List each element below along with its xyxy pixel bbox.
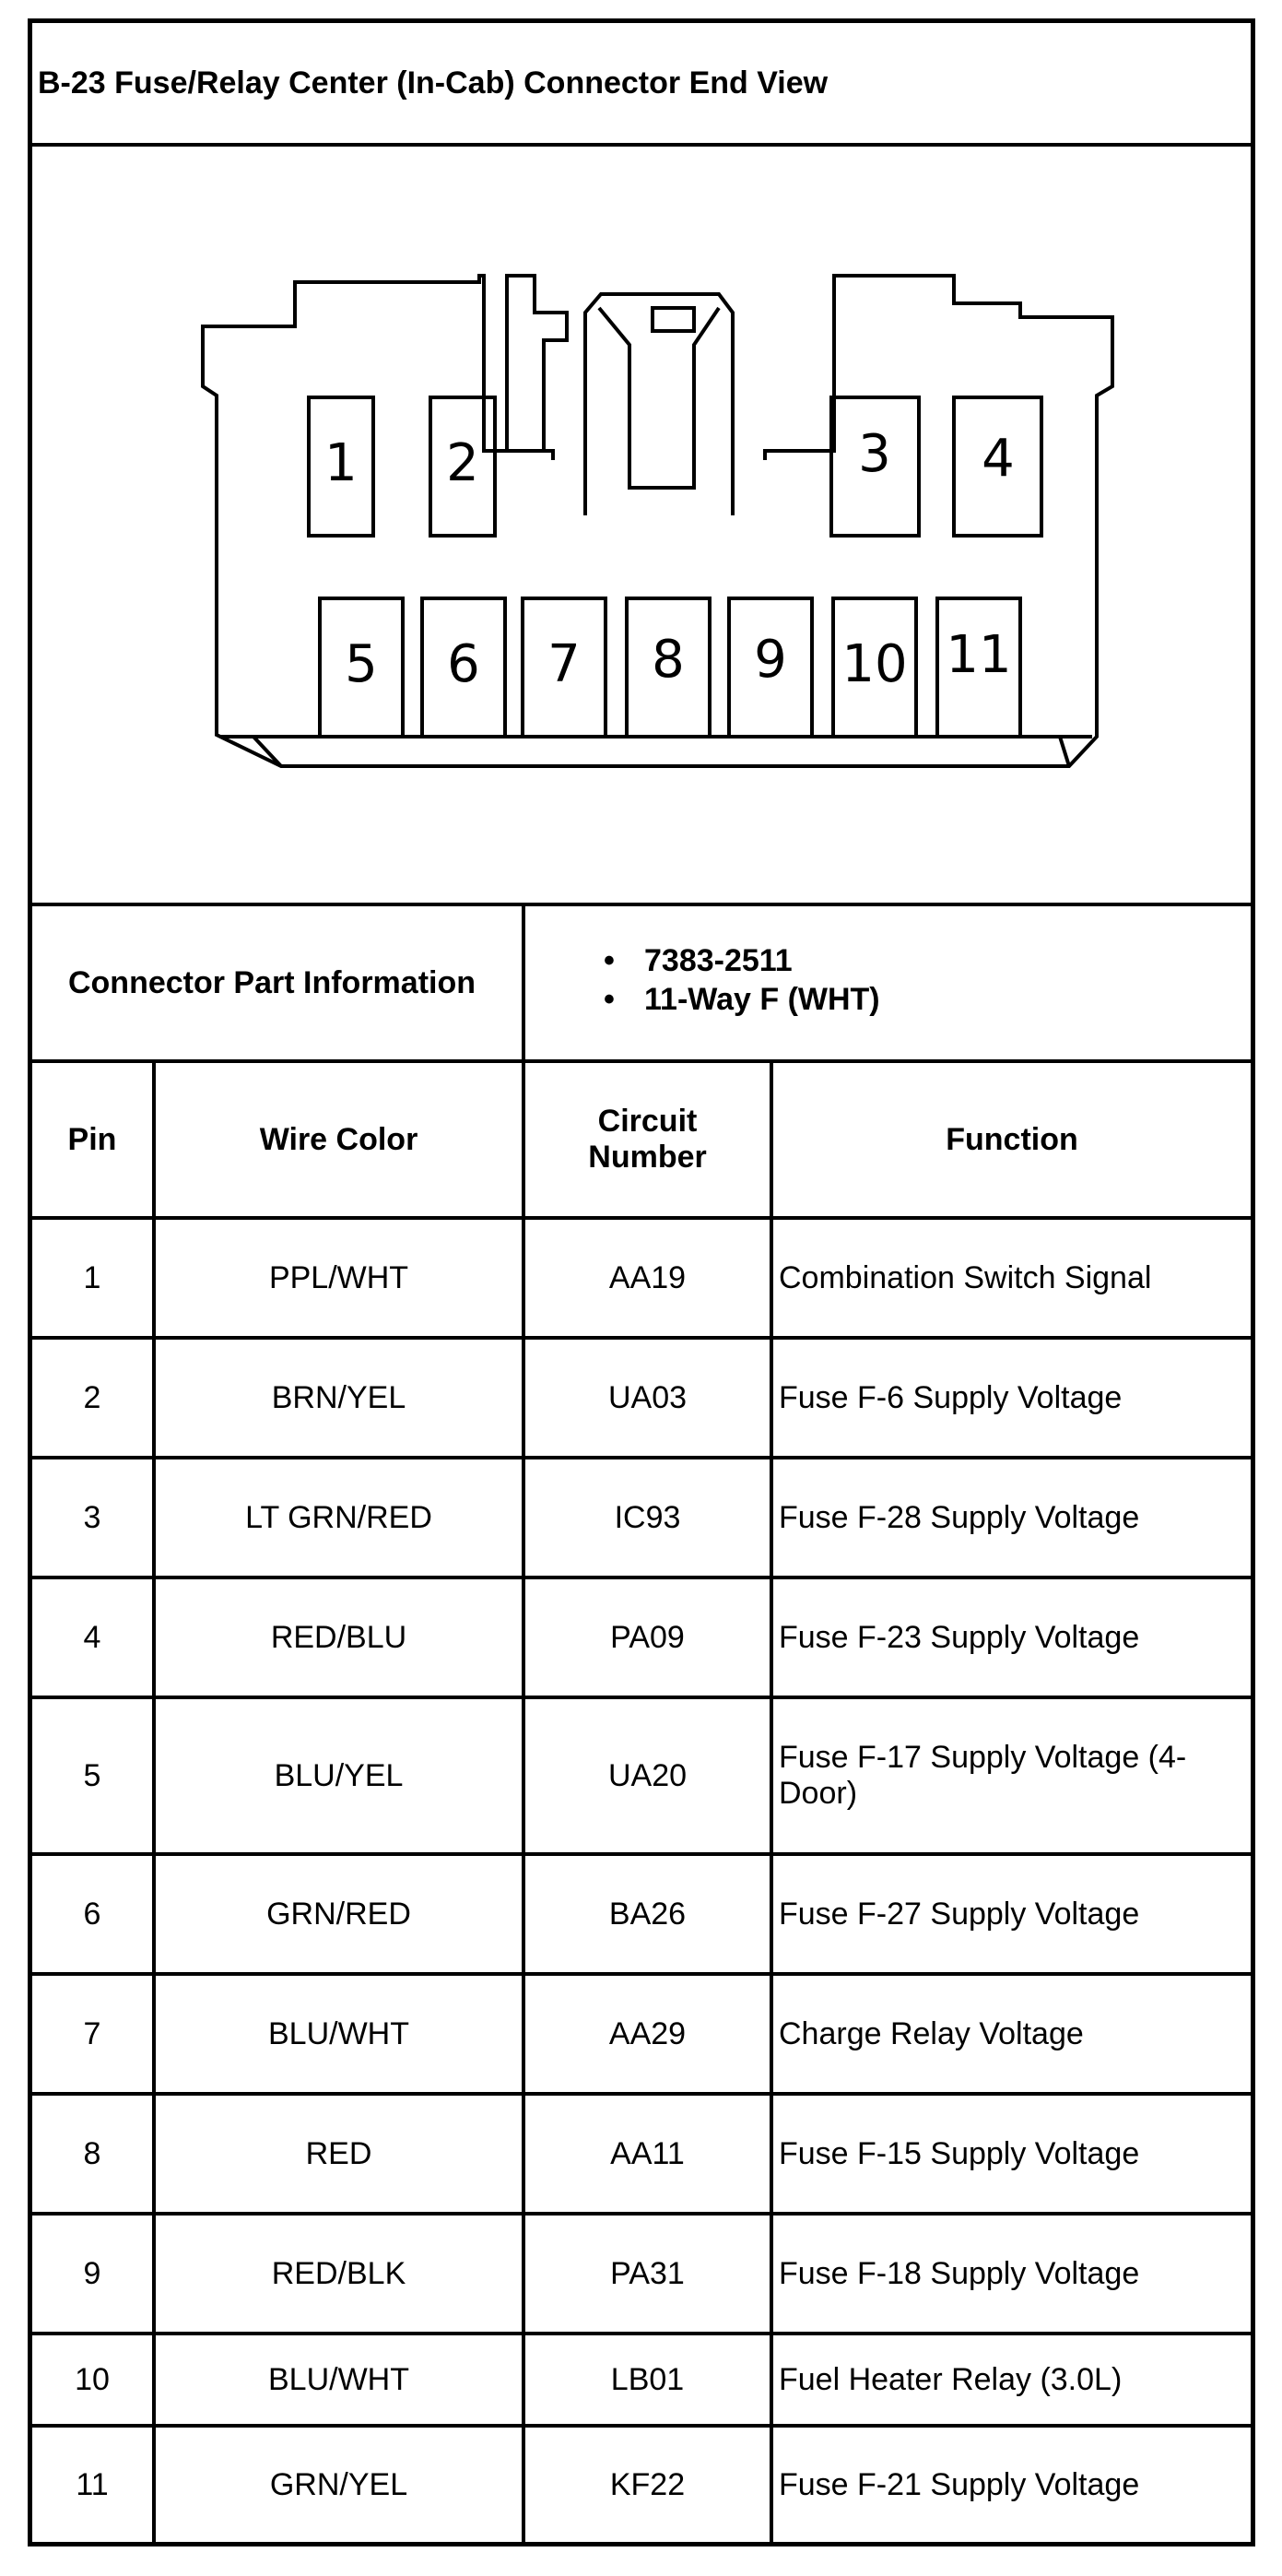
wire-color-cell: RED/BLK (271, 2255, 406, 2291)
function-cell: Fuse F-15 Supply Voltage (779, 2135, 1140, 2171)
pin-label-6: 6 (447, 634, 480, 694)
divider (152, 1063, 156, 2542)
pin-label-11: 11 (946, 625, 1012, 685)
latch-inner (599, 308, 719, 488)
function-cell: Fuse F-21 Supply Voltage (779, 2466, 1140, 2502)
divider (770, 1063, 773, 2542)
table-row (32, 1856, 1251, 1972)
wire-color-cell: BLU/WHT (268, 2361, 409, 2397)
function-cell: Fuse F-17 Supply Voltage (4-Door) (779, 1740, 1187, 1811)
table-row (32, 2335, 1251, 2424)
column-header-pin: Pin (67, 1121, 117, 1157)
table-row (32, 1340, 1251, 1456)
pin-cell: 7 (83, 2015, 101, 2051)
pin-cell: 4 (83, 1619, 101, 1655)
table-row (32, 1459, 1251, 1576)
left-latch-tab (507, 276, 567, 451)
circuit-number-cell: AA19 (608, 1259, 687, 1295)
divider (522, 1063, 525, 2542)
table-row (32, 1976, 1251, 2092)
pin-cell: 2 (83, 1379, 101, 1415)
wire-color-cell: PPL/WHT (268, 1259, 409, 1295)
table-row (32, 1220, 1251, 1336)
pin-cell: 1 (83, 1259, 101, 1295)
circuit-number-cell: BA26 (608, 1896, 687, 1932)
pin-label-3: 3 (858, 424, 891, 484)
pin-label-10: 10 (841, 634, 908, 694)
pin-label-7: 7 (547, 634, 581, 694)
circuit-number-cell: AA29 (608, 2015, 687, 2051)
wire-color-cell: GRN/RED (266, 1896, 411, 1932)
pin-cell: 3 (83, 1499, 101, 1535)
circuit-number-cell: PA09 (610, 1619, 685, 1655)
circuit-number-cell: KF22 (609, 2466, 686, 2502)
bottom-lip-bevel (253, 737, 281, 766)
wire-color-cell: BLU/YEL (274, 1757, 404, 1793)
bottom-lip-bevel-right (1060, 737, 1069, 766)
circuit-number-cell: PA31 (610, 2255, 685, 2291)
table-row (32, 2216, 1251, 2332)
function-cell: Charge Relay Voltage (779, 2015, 1084, 2051)
pin-cell: 10 (75, 2361, 110, 2397)
pin-label-4: 4 (982, 429, 1015, 489)
pin-label-8: 8 (652, 630, 685, 690)
pin-label-2: 2 (446, 433, 479, 493)
connector-sheet (28, 18, 1255, 2546)
part-number-item: • 7383-2511 (604, 941, 880, 980)
function-cell: Fuse F-6 Supply Voltage (779, 1379, 1123, 1415)
top-center-latch (585, 294, 733, 515)
function-cell: Combination Switch Signal (779, 1259, 1152, 1295)
table-header-row (32, 1063, 1251, 1216)
divider (522, 906, 525, 1059)
pin-label-5: 5 (345, 634, 378, 694)
table-row (32, 1579, 1251, 1696)
page-title: B-23 Fuse/Relay Center (In-Cab) Connector End View (38, 65, 829, 100)
circuit-number-cell: UA03 (607, 1379, 688, 1415)
pin-label-1: 1 (324, 433, 358, 493)
table-row (32, 1699, 1251, 1852)
pin-cell: 11 (76, 2466, 109, 2502)
column-header-circuit-number: Circuit Number (588, 1104, 707, 1175)
table-row (32, 2096, 1251, 2212)
pin-cell: 9 (83, 2255, 101, 2291)
wire-color-cell: RED (305, 2135, 372, 2171)
connector-diagram (32, 147, 1251, 903)
column-header-wire-color: Wire Color (259, 1121, 418, 1157)
circuit-number-cell: IC93 (614, 1499, 681, 1535)
connector-part-info-label: Connector Part Information (67, 964, 476, 1000)
function-cell: Fuse F-18 Supply Voltage (779, 2255, 1140, 2291)
table-row (32, 2428, 1251, 2542)
wire-color-cell: BLU/WHT (268, 2015, 409, 2051)
connector-housing-outline (203, 276, 1112, 766)
function-cell: Fuel Heater Relay (3.0L) (779, 2361, 1123, 2397)
circuit-number-cell: UA20 (607, 1757, 688, 1793)
pin-cell: 5 (83, 1757, 101, 1793)
pin-label-9: 9 (754, 630, 787, 690)
pin-cell: 8 (83, 2135, 101, 2171)
connector-part-info (32, 906, 1251, 1059)
part-type-item: • 11-Way F (WHT) (604, 980, 880, 1019)
wire-color-cell: BRN/YEL (271, 1379, 406, 1415)
latch-notch (653, 308, 694, 331)
circuit-number-cell: LB01 (610, 2361, 685, 2397)
wire-color-cell: RED/BLU (270, 1619, 407, 1655)
function-cell: Fuse F-23 Supply Voltage (779, 1619, 1140, 1655)
column-header-function: Function (946, 1121, 1078, 1157)
function-cell: Fuse F-28 Supply Voltage (779, 1499, 1140, 1535)
connector-part-info-list (604, 941, 880, 1019)
function-cell: Fuse F-27 Supply Voltage (779, 1896, 1140, 1932)
connector-end-view-drawing (32, 147, 1251, 903)
wire-color-cell: GRN/YEL (269, 2466, 408, 2502)
wire-color-cell: LT GRN/RED (245, 1499, 432, 1535)
pin-cell: 6 (83, 1896, 101, 1932)
circuit-number-cell: AA11 (610, 2135, 685, 2171)
